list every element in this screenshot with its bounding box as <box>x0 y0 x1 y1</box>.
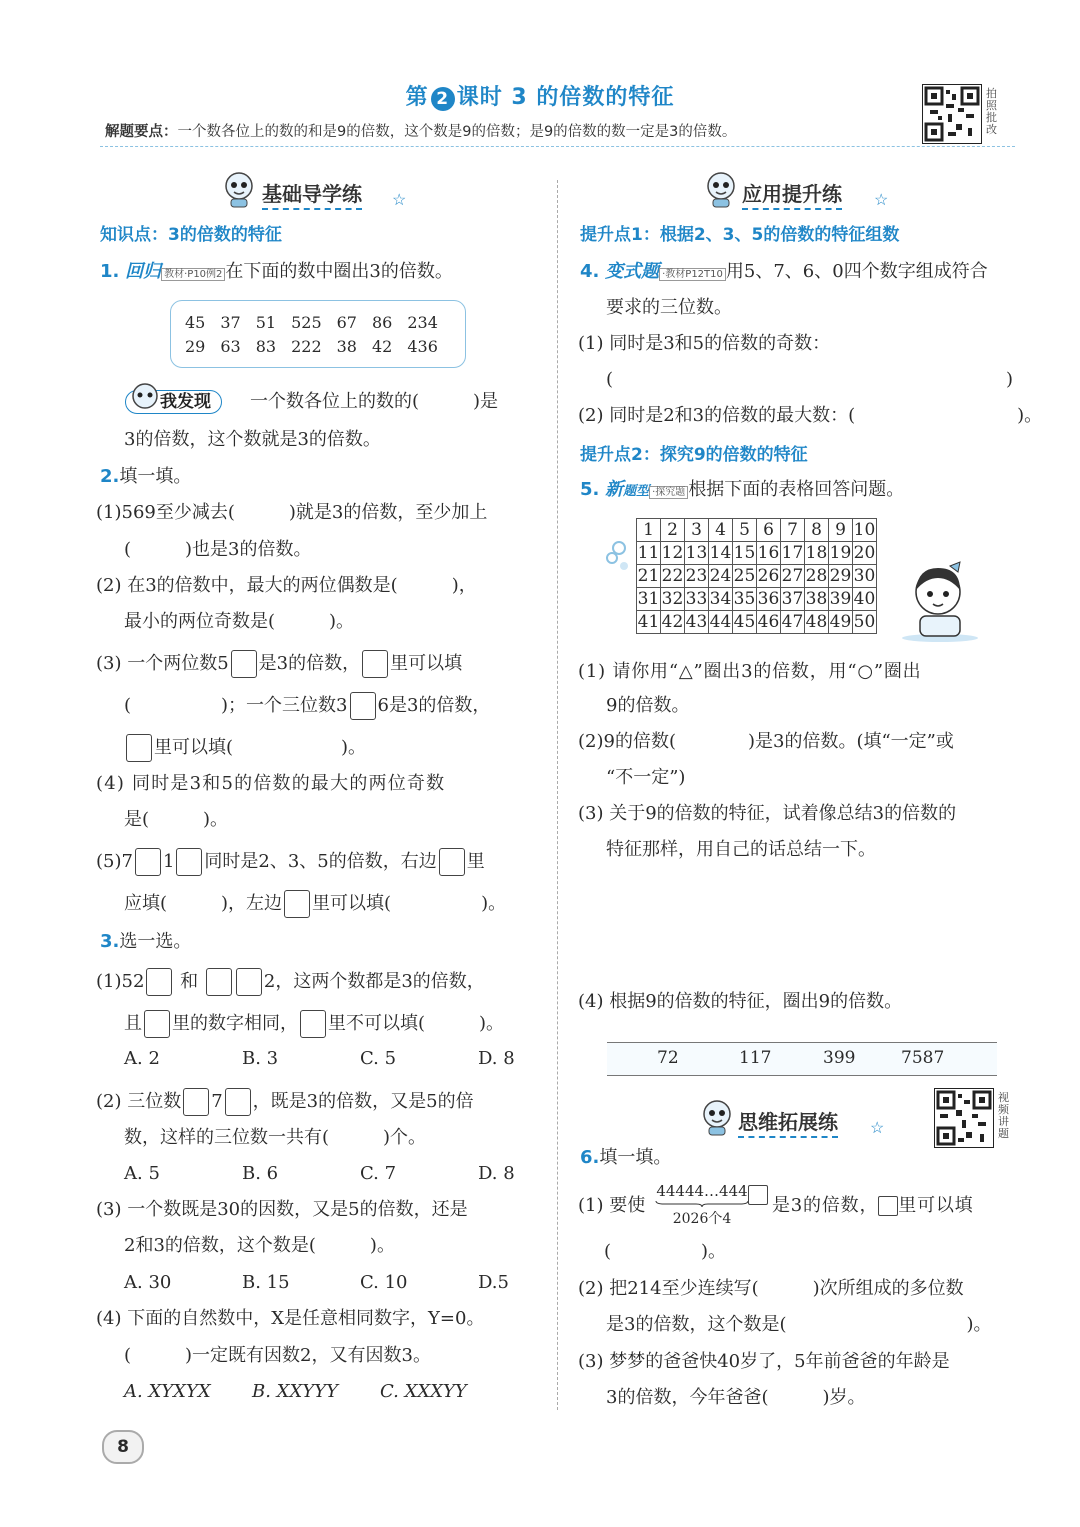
q4-number: 4. <box>580 261 600 282</box>
q5-part3-line2: 特征那样，用自己的话总结一下。 <box>606 839 876 860</box>
grid-cell[interactable]: 36 <box>757 589 780 609</box>
answer-box[interactable] <box>748 1184 768 1205</box>
q5-tag-ref: ·探究题 <box>649 486 688 499</box>
hundred-grid <box>636 518 877 634</box>
q2-part3-line3 <box>124 734 366 762</box>
q1-text: 在下面的数中圈出3的倍数。 <box>225 261 453 282</box>
option[interactable]: B. XXYYY <box>252 1381 338 1402</box>
q6-part1-text-a: (1) 要使 <box>578 1195 646 1216</box>
q6-part3-line2: 3的倍数，今年爸爸( )岁。 <box>606 1387 866 1408</box>
number-scroll <box>607 1042 997 1076</box>
q2-p5-text-e: 应填( )，左边 <box>124 893 283 914</box>
question-5 <box>580 478 904 505</box>
column-divider <box>557 180 558 1410</box>
answer-box[interactable] <box>300 1010 326 1038</box>
q3-p1-text-a: (1)52 <box>96 971 145 992</box>
grid-cell[interactable]: 25 <box>733 566 756 586</box>
grid-row <box>637 565 877 588</box>
q6-number-brace <box>654 1182 750 1228</box>
q3-part4-line2: ( )一定既有因数2，又有因数3。 <box>124 1345 431 1366</box>
number-item[interactable]: 38 <box>336 337 357 356</box>
q2-p5-text-c: 同时是2、3、5的倍数，右边 <box>204 851 437 872</box>
number-row-2 <box>185 337 453 356</box>
q6-part1-text-b <box>772 1194 973 1218</box>
number-item[interactable]: 222 <box>291 337 322 356</box>
q5-number: 5. <box>580 479 600 500</box>
q5-text: 根据下面的表格回答问题。 <box>688 479 905 500</box>
grid-cell[interactable]: 22 <box>661 566 684 586</box>
grid-cell[interactable]: 47 <box>781 612 804 632</box>
grid-cell[interactable]: 20 <box>853 543 876 563</box>
q3-part2-line2: 数，这样的三位数一共有( )个。 <box>124 1127 427 1148</box>
grid-cell[interactable]: 12 <box>661 543 684 563</box>
scroll-number[interactable]: 399 <box>823 1048 856 1068</box>
grid-cell[interactable]: 18 <box>805 543 828 563</box>
answer-box[interactable] <box>183 1088 209 1116</box>
grid-cell[interactable]: 37 <box>781 589 804 609</box>
q5-tag: 新 <box>605 479 624 500</box>
improvement-point-2: 提升点2：探究9的倍数的特征 <box>580 445 808 465</box>
q4-text-line2: 要求的三位数。 <box>606 297 732 318</box>
option[interactable]: D. 8 <box>478 1048 515 1069</box>
q2-part1-line1: (1)569至少减去( )就是3的倍数，至少加上 <box>96 502 488 523</box>
discover-label: 我发现 <box>125 390 222 414</box>
q6-part2-line1: (2) 把214至少连续写( )次所组成的多位数 <box>578 1278 964 1299</box>
q2-p5-text-b: 1 <box>162 851 175 872</box>
grid-cell[interactable]: 10 <box>853 520 876 540</box>
question-3 <box>100 930 191 954</box>
q1-tag-ref: 教材·P10例2 <box>161 268 225 281</box>
section-title-basic <box>262 178 362 207</box>
mascot-icon <box>700 1098 734 1140</box>
question-2 <box>100 465 191 489</box>
grid-cell[interactable]: 17 <box>781 543 804 563</box>
section-title-extend-text: 思维拓展练 <box>738 1110 838 1138</box>
grid-cell[interactable]: 30 <box>853 566 876 586</box>
answer-box[interactable] <box>225 1088 251 1116</box>
knowledge-point: 知识点：3的倍数的特征 <box>100 225 282 245</box>
answer-box[interactable] <box>126 734 152 762</box>
answer-box[interactable] <box>350 692 376 720</box>
qr-code-icon[interactable] <box>922 84 982 148</box>
answer-box[interactable] <box>206 968 232 996</box>
option[interactable]: D.5 <box>478 1272 509 1293</box>
number-item[interactable]: 63 <box>220 337 241 356</box>
number-row-1 <box>185 313 453 332</box>
answer-box[interactable] <box>135 848 161 876</box>
q4-part1-paren-right: ) <box>1006 369 1014 390</box>
number-box <box>170 300 466 368</box>
number-item[interactable]: 83 <box>255 337 277 356</box>
q4-tag: 变式题 <box>605 261 660 282</box>
answer-box[interactable] <box>231 650 257 678</box>
header-divider <box>100 146 1015 147</box>
grid-cell[interactable]: 23 <box>685 566 708 586</box>
number-item[interactable]: 525 <box>291 313 322 332</box>
q4-tag-ref: ·教材P12T10 <box>659 268 726 281</box>
q3-part3-line1: (3) 一个数既是30的因数，又是5的倍数，还是 <box>96 1199 468 1220</box>
number-item[interactable]: 29 <box>185 337 206 356</box>
qr-label-video: 视频讲题 <box>998 1091 1009 1140</box>
title-prefix: 第 <box>405 85 429 110</box>
q3-number: 3. <box>100 931 120 952</box>
q1-number: 1. <box>100 261 120 282</box>
scroll-number[interactable]: 72 <box>657 1048 679 1068</box>
q6-p1-text-d: 里可以填 <box>898 1195 974 1216</box>
q2-part3-line2 <box>124 692 490 720</box>
q2-part2-line2: 最小的两位奇数是( )。 <box>124 611 355 632</box>
discover-line-2: 3的倍数，这个数就是3的倍数。 <box>124 429 381 450</box>
grid-cell[interactable]: 48 <box>805 612 828 632</box>
q2-p3-text-d: ( )；一个三位数3 <box>124 695 348 716</box>
grid-cell[interactable]: 5 <box>733 519 757 542</box>
grid-cell[interactable]: 6 <box>757 519 781 542</box>
answer-box[interactable] <box>362 650 388 678</box>
q6-p1-text-c: 是3的倍数， <box>772 1195 879 1216</box>
q3-p1-text-f: 里不可以填( )。 <box>328 1013 505 1034</box>
option[interactable]: C. 10 <box>360 1272 408 1293</box>
q3-p1-text-d: 且 <box>124 1013 142 1034</box>
q2-p5-text-d: 里 <box>466 851 485 872</box>
q5-part2-line1: (2)9的倍数( )是3的倍数。(填“一定”或 <box>578 731 954 752</box>
grid-cell[interactable]: 1 <box>637 519 661 542</box>
q3-p1-text-c: 2，这两个数都是3的倍数， <box>263 971 485 992</box>
grid-cell[interactable]: 16 <box>757 543 780 563</box>
number-item[interactable]: 45 <box>185 313 206 332</box>
q2-p5-text-a: (5)7 <box>96 851 133 872</box>
star-icon: ☆ <box>392 190 407 209</box>
number-item[interactable]: 67 <box>336 313 357 332</box>
q6-part1-line2: ( )。 <box>604 1241 727 1262</box>
brace-icon <box>654 1200 750 1208</box>
grid-row <box>637 542 877 565</box>
grid-cell[interactable]: 29 <box>829 566 852 586</box>
answer-box[interactable] <box>176 848 202 876</box>
section-title-basic-text: 基础导学练 <box>262 182 362 210</box>
grid-row <box>637 611 877 634</box>
grid-cell[interactable]: 43 <box>685 612 708 632</box>
section-title-extend <box>738 1106 838 1135</box>
grid-cell[interactable]: 50 <box>853 612 876 632</box>
page-title <box>0 80 1080 111</box>
section-title-apply-text: 应用提升练 <box>742 182 842 210</box>
grid-cell[interactable]: 24 <box>709 566 732 586</box>
q2-part5-line1 <box>96 848 485 876</box>
q6-count-label: 2026个4 <box>672 1211 732 1227</box>
discover-mascot-icon <box>128 380 162 416</box>
q2-p3-text-e: 6是3的倍数， <box>377 695 491 716</box>
answer-box[interactable] <box>146 968 172 996</box>
grid-row <box>637 519 877 542</box>
option[interactable]: A. 5 <box>124 1163 160 1184</box>
grid-cell[interactable]: 13 <box>685 543 708 563</box>
q2-part2-line1: (2) 在3的倍数中，最大的两位偶数是( )， <box>96 575 477 596</box>
key-point-label: 解题要点： <box>105 124 178 140</box>
grid-cell[interactable]: 33 <box>685 589 708 609</box>
option[interactable]: C. 5 <box>360 1048 397 1069</box>
grid-cell[interactable]: 2 <box>661 519 685 542</box>
grid-cell[interactable]: 8 <box>805 519 829 542</box>
q3-p2-text-b: 7 <box>211 1091 223 1112</box>
mascot-icon <box>704 170 738 212</box>
q5-part4: (4) 根据9的倍数的特征，圈出9的倍数。 <box>578 991 903 1012</box>
grid-cell[interactable]: 11 <box>637 543 660 563</box>
grid-cell[interactable]: 49 <box>829 612 852 632</box>
grid-cell[interactable]: 19 <box>829 543 852 563</box>
q6-part3-line1: (3) 梦梦的爸爸快40岁了，5年前爸爸的年龄是 <box>578 1351 950 1372</box>
mascot-icon <box>222 170 256 212</box>
star-icon: ☆ <box>870 1118 885 1137</box>
q3-part2-line1 <box>96 1088 474 1116</box>
q3-title: 选一选。 <box>119 931 192 952</box>
grid-row <box>637 588 877 611</box>
q2-part4-line2: 是( )。 <box>124 809 229 830</box>
grid-cell[interactable]: 9 <box>829 519 853 542</box>
q6-part2-line2: 是3的倍数，这个数是( )。 <box>606 1314 992 1335</box>
number-item[interactable]: 51 <box>255 313 277 332</box>
q5-part1-line1: (1) 请你用“△”圈出3的倍数，用“○”圈出 <box>578 661 922 682</box>
q4-text: 用5、7、6、0四个数字组成符合 <box>725 261 988 282</box>
question-6 <box>580 1146 671 1170</box>
option[interactable]: C. XXXYY <box>380 1381 467 1402</box>
page-number: 8 <box>102 1430 144 1464</box>
grid-cell[interactable]: 38 <box>805 589 828 609</box>
question-1 <box>100 260 453 287</box>
grid-cell[interactable]: 45 <box>733 612 756 632</box>
q5-part3-line1: (3) 关于9的倍数的特征，试着像总结3的倍数的 <box>578 803 957 824</box>
grid-cell[interactable]: 44 <box>709 612 732 632</box>
option[interactable]: B. 6 <box>242 1163 279 1184</box>
q2-part1-line2: ( )也是3的倍数。 <box>124 539 312 560</box>
girl-illustration-icon <box>900 560 980 646</box>
q2-part5-line2 <box>124 890 506 918</box>
answer-box[interactable] <box>284 890 310 918</box>
q5-part2-line2: “不一定”) <box>606 767 686 788</box>
option[interactable]: B. 3 <box>242 1048 279 1069</box>
q4-part1-paren-left: ( <box>606 369 614 390</box>
q6-number: 6. <box>580 1147 600 1168</box>
title-text: 课时 3 的倍数的特征 <box>456 85 675 110</box>
q6-title: 填一填。 <box>599 1147 672 1168</box>
q4-part1: (1) 同时是3和5的倍数的奇数： <box>578 333 831 354</box>
number-item[interactable]: 42 <box>371 337 393 356</box>
answer-box[interactable] <box>878 1196 898 1216</box>
grid-cell[interactable]: 3 <box>685 519 709 542</box>
flower-icon <box>604 536 634 580</box>
grid-cell[interactable]: 46 <box>757 612 780 632</box>
grid-cell[interactable]: 14 <box>709 543 732 563</box>
grid-cell[interactable]: 4 <box>709 519 733 542</box>
q2-p3-text-f: 里可以填( )。 <box>154 737 367 758</box>
q1-tag: 回归 <box>125 261 162 282</box>
q3-p2-text-c: ，既是3的倍数，又是5的倍 <box>252 1091 474 1112</box>
lesson-number-badge: 2 <box>431 87 455 111</box>
q3-p1-text-b: 和 <box>180 971 199 992</box>
q3-part3-line2: 2和3的倍数，这个数是( )。 <box>124 1235 395 1256</box>
q2-number: 2. <box>100 466 120 487</box>
q3-part1-line2 <box>124 1010 504 1038</box>
section-title-apply <box>742 178 842 207</box>
key-point-text: 一个数各位上的数的和是9的倍数，这个数是9的倍数；是9的倍数的数一定是3的倍数。 <box>177 124 737 140</box>
grid-cell[interactable]: 21 <box>637 566 660 586</box>
improvement-point-1: 提升点1：根据2、3、5的倍数的特征组数 <box>580 225 900 245</box>
grid-cell[interactable]: 32 <box>661 589 684 609</box>
key-point <box>105 120 736 141</box>
option[interactable]: D. 8 <box>478 1163 515 1184</box>
q2-part4-line1: (4) 同时是3和5的倍数的最大的两位奇数 <box>96 773 446 794</box>
scroll-number[interactable]: 117 <box>739 1048 772 1068</box>
answer-box[interactable] <box>439 848 465 876</box>
question-4 <box>580 260 988 287</box>
grid-cell[interactable]: 41 <box>637 612 660 632</box>
qr-label: 拍照批改 <box>986 87 997 136</box>
q5-part1-line2: 9的倍数。 <box>606 695 690 716</box>
grid-cell[interactable]: 42 <box>661 612 684 632</box>
option[interactable]: C. 7 <box>360 1163 397 1184</box>
grid-cell[interactable]: 34 <box>709 589 732 609</box>
option[interactable]: A. XYXYX <box>124 1381 211 1402</box>
q3-part1-line1 <box>96 968 485 996</box>
number-item[interactable]: 436 <box>407 337 438 356</box>
qr-code-icon[interactable] <box>934 1088 994 1152</box>
q2-p3-text-b: 是3的倍数， <box>258 653 361 674</box>
grid-cell[interactable]: 31 <box>637 589 660 609</box>
q4-part2: (2) 同时是2和3的倍数的最大数：( )。 <box>578 405 1043 426</box>
number-item[interactable]: 37 <box>220 313 241 332</box>
grid-cell[interactable]: 28 <box>805 566 828 586</box>
answer-box[interactable] <box>236 968 262 996</box>
scroll-number[interactable]: 7587 <box>901 1048 945 1068</box>
q2-part3-line1 <box>96 650 462 678</box>
grid-cell[interactable]: 26 <box>757 566 780 586</box>
number-item[interactable]: 234 <box>407 313 438 332</box>
q2-p5-text-f: 里可以填( )。 <box>312 893 507 914</box>
option[interactable]: A. 30 <box>124 1272 172 1293</box>
q6-repeated-number: 44444…444 <box>656 1182 748 1200</box>
q2-p3-text-a: (3) 一个两位数5 <box>96 653 229 674</box>
option[interactable]: A. 2 <box>124 1048 160 1069</box>
q3-p1-text-e: 里的数字相同， <box>172 1013 298 1034</box>
grid-cell[interactable]: 40 <box>853 589 876 609</box>
q3-p2-text-a: (2) 三位数 <box>96 1091 182 1112</box>
grid-cell[interactable]: 39 <box>829 589 852 609</box>
q2-p3-text-c: 里可以填 <box>390 653 463 674</box>
q5-tag-mid: 题型 <box>623 484 650 499</box>
discover-line-1: 一个数各位上的数的( )是 <box>250 391 499 412</box>
number-item[interactable]: 86 <box>371 313 393 332</box>
option[interactable]: B. 15 <box>242 1272 290 1293</box>
answer-box[interactable] <box>144 1010 170 1038</box>
q3-part4-line1: (4) 下面的自然数中，X是任意相同数字，Y=0。 <box>96 1308 485 1329</box>
grid-cell[interactable]: 35 <box>733 589 756 609</box>
grid-cell[interactable]: 27 <box>781 566 804 586</box>
star-icon: ☆ <box>874 190 889 209</box>
grid-cell[interactable]: 15 <box>733 543 756 563</box>
grid-cell[interactable]: 7 <box>781 519 805 542</box>
q2-title: 填一填。 <box>119 466 192 487</box>
